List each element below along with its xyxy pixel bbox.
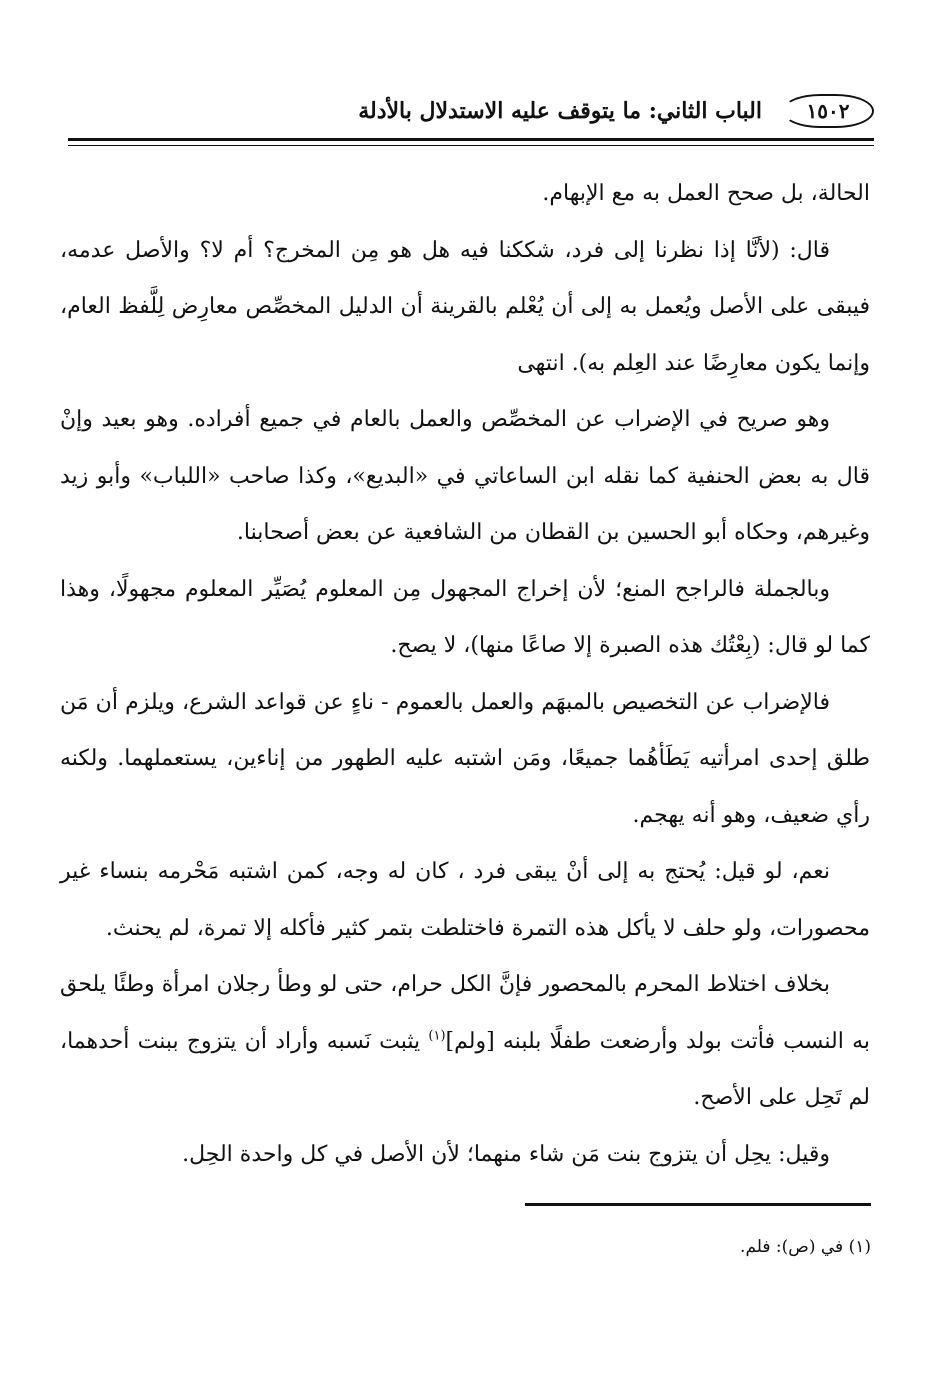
page-number: ١٥٠٢ [782,94,874,128]
page-header [68,92,874,138]
body-text [60,166,870,1183]
paragraph: وهو صريح في الإضراب عن المخصِّص والعمل بالعام في جميع أفراده. وهو بعيد وإنْ قال به بعض الحنفية كما نقله ابن الساعاتي في «البديع»، وكذا صاحب «اللباب» وأبو زيد وغيرهم، وحكاه أبو الحسين بن القطان من الشافعية عن بعض أصحابنا. [60,407,870,545]
paragraph: وبالجملة فالراجح المنع؛ لأن إخراج المجهول مِن المعلوم يُصَيِّر المعلوم مجهولًا، وهذا كما لو قال: (بِعْتُك هذه الصبرة إلا صاعًا منها)، لا يصح. [60,576,870,658]
paragraph: نعم، لو قيل: يُحتج به إلى أنْ يبقى فرد ، كان له وجه، كمن اشتبه مَحْرمه بنساء غير محصورات، ولو حلف لا يأكل هذه التمرة فاختلطت بتمر كثير فأكله إلا تمرة، لم يحنث. [60,859,870,941]
footnote-reference[interactable]: (١) [428,1028,446,1044]
paragraph-text: يثبت نَسبه وأراد أن يتزوج ببنت أحدهما، لم تَحِل على الأصح. [60,1028,870,1110]
paragraph-with-footnote [60,957,870,1127]
paragraph: الحالة، بل صحح العمل به مع الإبهام. [542,181,870,206]
footnote: (١) في (ص): فلم. [740,1237,871,1257]
header-rule-thin [68,145,874,146]
running-title: الباب الثاني: ما يتوقف عليه الاستدلال بالأدلة [358,98,762,124]
header-rule-thick [68,138,874,141]
paragraph: وقيل: يحِل أن يتزوج بنت مَن شاء منهما؛ لأن الأصل في كل واحدة الحِل. [182,1141,830,1167]
paragraph-text: بخلاف اختلاط المحرم بالمحصور فإنَّ الكل حرام، حتى لو وطأ رجلان امرأة وطئًا يلحق به النسب فأتت بولد وأرضعت طفلًا بلبنه [ولم] [60,972,870,1054]
paragraph: قال: (لأنَّا إذا نظرنا إلى فرد، شككنا فيه هل هو مِن المخرج؟ أم لا؟ والأصل عدمه، فيبقى على الأصل ويُعمل به إلى أن يُعْلم بالقرينة أن الدليل المخصِّص معارِض لِلَّفظ العام، وإنما يكون معارِضًا عند العِلم به). انتهى [60,237,870,376]
footnote-separator [525,1203,871,1206]
paragraph: فالإضراب عن التخصيص بالمبهَم والعمل بالعموم - ناءٍ عن قواعد الشرع، ويلزم أن مَن طلق إحدى امرأتيه يَطَأهُما جميعًا، ومَن اشتبه عليه الطهور من إناءين، يستعملهما. ولكنه رأي ضعيف، وهو أنه يهجم. [60,689,870,828]
